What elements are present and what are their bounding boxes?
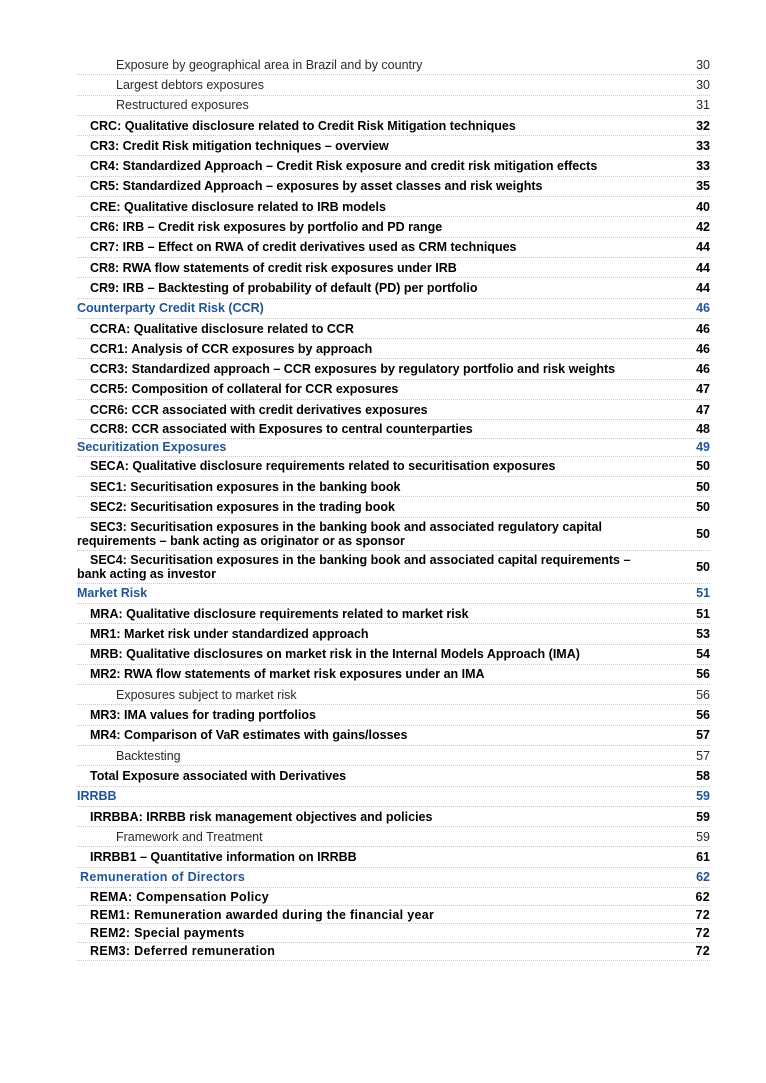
toc-entry-title: REM1: Remuneration awarded during the financial year bbox=[90, 907, 435, 922]
toc-section-heading[interactable] bbox=[77, 439, 710, 457]
toc-entry[interactable] bbox=[77, 116, 710, 136]
toc-page-number: 47 bbox=[696, 402, 710, 417]
toc-page-number: 53 bbox=[696, 626, 710, 641]
toc-entry-title: Exposures subject to market risk bbox=[116, 687, 297, 702]
toc-entry[interactable] bbox=[77, 217, 710, 237]
toc-entry-title: SECA: Qualitative disclosure requirements related to securitisation exposures bbox=[90, 459, 556, 474]
toc-entry-title: SEC3: Securitisation exposures in the banking book and associated regulatory capital requirements – bank acting as originator or as sponsor bbox=[77, 519, 602, 548]
toc-entry[interactable] bbox=[77, 457, 710, 477]
toc-entry-title: CR6: IRB – Credit risk exposures by portfolio and PD range bbox=[90, 220, 443, 235]
toc-page-number: 44 bbox=[696, 240, 710, 255]
toc-entry[interactable] bbox=[77, 156, 710, 176]
toc-page-number: 40 bbox=[696, 199, 710, 214]
toc-entry[interactable] bbox=[77, 766, 710, 786]
toc-entry[interactable] bbox=[77, 685, 710, 705]
toc-page-number: 56 bbox=[696, 687, 710, 702]
toc-page-number: 56 bbox=[696, 667, 710, 682]
toc-entry-title: Exposure by geographical area in Brazil and by country bbox=[116, 57, 423, 72]
toc-page-number: 33 bbox=[696, 138, 710, 153]
toc-section-heading[interactable] bbox=[77, 584, 710, 604]
toc-page-number: 72 bbox=[695, 907, 710, 922]
toc-page-number: 33 bbox=[696, 159, 710, 174]
toc-entry[interactable] bbox=[77, 339, 710, 359]
toc-entry-title: IRRBB bbox=[77, 789, 117, 804]
toc-entry[interactable] bbox=[77, 319, 710, 339]
toc-entry-title: CRE: Qualitative disclosure related to IRB models bbox=[90, 199, 386, 214]
toc-page-number: 47 bbox=[696, 382, 710, 397]
toc-entry-title: CR7: IRB – Effect on RWA of credit derivatives used as CRM techniques bbox=[90, 240, 517, 255]
toc-entry-title: Market Risk bbox=[77, 586, 148, 601]
toc-page-number: 61 bbox=[696, 850, 710, 865]
toc-entry[interactable] bbox=[77, 197, 710, 217]
toc-entry-title: Restructured exposures bbox=[116, 98, 249, 113]
toc-entry-title: Counterparty Credit Risk (CCR) bbox=[77, 301, 264, 316]
toc-page-number: 62 bbox=[695, 889, 710, 904]
toc-entry-title: MRB: Qualitative disclosures on market risk in the Internal Models Approach (IMA) bbox=[90, 647, 580, 662]
toc-entry-title: MRA: Qualitative disclosure requirements related to market risk bbox=[90, 606, 469, 621]
toc-entry[interactable] bbox=[77, 55, 710, 75]
toc-page-number: 54 bbox=[696, 647, 710, 662]
toc-entry-title: Backtesting bbox=[116, 748, 181, 763]
toc-entry-title: CCR1: Analysis of CCR exposures by approach bbox=[90, 341, 373, 356]
toc-page-number: 62 bbox=[696, 870, 710, 885]
toc-page-number: 44 bbox=[696, 280, 710, 295]
toc-entry[interactable] bbox=[77, 827, 710, 847]
toc-page-number: 32 bbox=[696, 118, 710, 133]
toc-section-heading[interactable] bbox=[77, 787, 710, 807]
toc-entry[interactable] bbox=[77, 177, 710, 197]
toc-entry-title: CR3: Credit Risk mitigation techniques – overview bbox=[90, 138, 389, 153]
toc-entry-title: MR1: Market risk under standardized approach bbox=[90, 626, 369, 641]
toc-entry[interactable] bbox=[77, 238, 710, 258]
toc-entry-title: IRRBBA: IRRBB risk management objectives and policies bbox=[90, 809, 433, 824]
toc-page-number: 72 bbox=[695, 944, 710, 959]
toc-entry[interactable] bbox=[77, 705, 710, 725]
toc-entry[interactable] bbox=[77, 278, 710, 298]
toc-entry[interactable] bbox=[77, 380, 710, 400]
toc-entry[interactable] bbox=[77, 807, 710, 827]
toc-entry[interactable] bbox=[77, 726, 710, 746]
toc-entry-title: CR5: Standardized Approach – exposures by asset classes and risk weights bbox=[90, 179, 543, 194]
toc-page-number: 31 bbox=[696, 98, 710, 113]
toc-entry-title: REM3: Deferred remuneration bbox=[90, 944, 276, 959]
toc-entry-title: CR4: Standardized Approach – Credit Risk exposure and credit risk mitigation effects bbox=[90, 159, 598, 174]
toc-entry[interactable] bbox=[77, 924, 710, 942]
toc-entry-title: MR4: Comparison of VaR estimates with gains/losses bbox=[90, 728, 408, 743]
toc-page-number: 35 bbox=[696, 179, 710, 194]
toc-page-number: 72 bbox=[695, 926, 710, 941]
toc-section-heading[interactable] bbox=[77, 299, 710, 319]
toc-entry[interactable] bbox=[77, 746, 710, 766]
toc-page-number: 59 bbox=[696, 789, 710, 804]
toc-page-number: 50 bbox=[696, 459, 710, 474]
toc-entry[interactable] bbox=[77, 518, 710, 551]
toc-page-number: 56 bbox=[696, 708, 710, 723]
toc-entry-title: SEC1: Securitisation exposures in the banking book bbox=[90, 479, 401, 494]
toc-entry-title: REM2: Special payments bbox=[90, 926, 245, 941]
toc-entry-title: Securitization Exposures bbox=[77, 440, 227, 455]
toc-page-number: 30 bbox=[696, 77, 710, 92]
toc-entry-title: CR9: IRB – Backtesting of probability of default (PD) per portfolio bbox=[90, 280, 478, 295]
toc-entry-title: CR8: RWA flow statements of credit risk exposures under IRB bbox=[90, 260, 457, 275]
toc-entry[interactable] bbox=[77, 136, 710, 156]
toc-page-number: 42 bbox=[696, 220, 710, 235]
toc-entry[interactable] bbox=[77, 906, 710, 924]
toc-entry-title: Total Exposure associated with Derivatives bbox=[90, 768, 347, 783]
toc-page-number: 48 bbox=[696, 421, 710, 436]
toc-page-number: 50 bbox=[696, 559, 710, 574]
toc-entry[interactable] bbox=[77, 645, 710, 665]
toc-page-number: 58 bbox=[696, 768, 710, 783]
toc-page-number: 50 bbox=[696, 499, 710, 514]
toc-entry-title: CCR5: Composition of collateral for CCR exposures bbox=[90, 382, 399, 397]
toc-entry[interactable] bbox=[77, 665, 710, 685]
toc-section-heading[interactable] bbox=[77, 868, 710, 888]
toc-entry[interactable] bbox=[77, 400, 710, 420]
toc-entry[interactable] bbox=[77, 75, 710, 95]
toc-entry-title: MR3: IMA values for trading portfolios bbox=[90, 708, 316, 723]
toc-entry[interactable] bbox=[77, 888, 710, 906]
toc-page-number: 59 bbox=[696, 829, 710, 844]
toc-page-number: 57 bbox=[696, 748, 710, 763]
toc-entry[interactable] bbox=[77, 943, 710, 961]
toc-page-number: 46 bbox=[696, 341, 710, 356]
toc-entry-title: CCR6: CCR associated with credit derivatives exposures bbox=[90, 402, 428, 417]
toc-entry[interactable] bbox=[77, 258, 710, 278]
toc-entry-title: CCR8: CCR associated with Exposures to central counterparties bbox=[90, 421, 473, 436]
toc-page-number: 46 bbox=[696, 321, 710, 336]
toc-entry-title: Framework and Treatment bbox=[116, 829, 263, 844]
toc-entry[interactable] bbox=[77, 604, 710, 624]
toc-page-number: 49 bbox=[696, 440, 710, 455]
toc-entry[interactable] bbox=[77, 624, 710, 644]
toc-entry-title: IRRBB1 – Quantitative information on IRRBB bbox=[90, 850, 357, 865]
toc-entry[interactable] bbox=[77, 96, 710, 116]
toc-page-number: 51 bbox=[696, 606, 710, 621]
toc-page-number: 57 bbox=[696, 728, 710, 743]
toc-page-number: 59 bbox=[696, 809, 710, 824]
toc-entry-title: SEC2: Securitisation exposures in the trading book bbox=[90, 499, 395, 514]
toc-entry[interactable] bbox=[77, 551, 710, 584]
toc-page-number: 50 bbox=[696, 479, 710, 494]
toc-entry-title: CCR3: Standardized approach – CCR exposures by regulatory portfolio and risk weights bbox=[90, 362, 616, 377]
toc-entry[interactable] bbox=[77, 847, 710, 867]
table-of-contents bbox=[77, 55, 710, 961]
toc-entry-title: CCRA: Qualitative disclosure related to CCR bbox=[90, 321, 354, 336]
toc-page-number: 46 bbox=[696, 301, 710, 316]
toc-entry[interactable] bbox=[77, 497, 710, 517]
toc-entry-title: SEC4: Securitisation exposures in the banking book and associated capital requirements – bank acting as investor bbox=[77, 552, 631, 581]
toc-entry-title: REMA: Compensation Policy bbox=[90, 889, 270, 904]
toc-page-number: 30 bbox=[696, 57, 710, 72]
toc-entry-title: Remuneration of Directors bbox=[80, 870, 246, 885]
toc-page-number: 51 bbox=[696, 586, 710, 601]
toc-entry[interactable] bbox=[77, 359, 710, 379]
toc-entry-title: CRC: Qualitative disclosure related to Credit Risk Mitigation techniques bbox=[90, 118, 516, 133]
toc-page-number: 44 bbox=[696, 260, 710, 275]
toc-page-number: 50 bbox=[696, 526, 710, 541]
toc-entry[interactable] bbox=[77, 420, 710, 438]
toc-entry[interactable] bbox=[77, 477, 710, 497]
toc-page-number: 46 bbox=[696, 362, 710, 377]
toc-entry-title: Largest debtors exposures bbox=[116, 77, 265, 92]
toc-entry-title: MR2: RWA flow statements of market risk exposures under an IMA bbox=[90, 667, 485, 682]
